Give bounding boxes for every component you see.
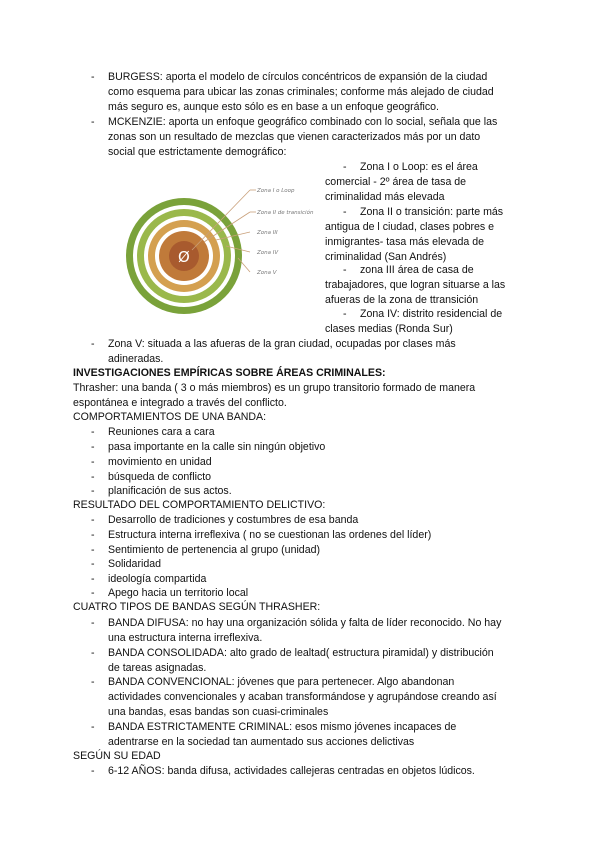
concentric-zones-diagram [118,178,318,338]
tipo-line: una bandas, esas bandas son cuasi-criminales [108,706,329,718]
bullet-dash: - [91,471,95,483]
zone-ii-line-1: Zona II o transición: parte más [360,206,504,218]
edad-title: SEGÚN SU EDAD [73,750,161,762]
list-item: movimiento en unidad [108,456,212,468]
zone-i-line-1: Zona I o Loop: es el área [360,161,478,173]
zone-v-line-1: Zona V: situada a las afueras de la gran ciudad, ocupadas por clases más [108,338,456,350]
tipo-line: BANDA CONVENCIONAL: jóvenes que para pertenecer. Algo abandonan [108,676,455,688]
resultado-title: RESULTADO DEL COMPORTAMIENTO DELICTIVO: [73,499,326,511]
bullet-dash: - [91,71,95,83]
tipo-line: actividades convencionales y acaban transformándose y agrupándose creando así [108,691,497,703]
tipo-line: BANDA CONSOLIDADA: alto grado de lealtad( estructura piramidal) y distribución [108,647,494,659]
zone-iii-line-2: trabajadores, que logran situarse a las [325,279,506,291]
bullet-dash: - [91,647,95,659]
list-item: Estructura interna irreflexiva ( no se cuestionan las ordenes del líder) [108,529,432,541]
bullet-dash: - [91,765,95,777]
tipo-line: BANDA ESTRICTAMENTE CRIMINAL: esos mismo jóvenes incapaces de [108,721,457,733]
bullet-dash: - [91,116,95,128]
burgess-line-1: BURGESS: aporta el modelo de círculos concéntricos de expansión de la ciudad [108,71,488,83]
zone-label: Zona II de transición [257,210,314,216]
zone-ii-line-4: criminalidad (San Andrés) [325,251,447,263]
list-item: Apego hacia un territorio local [108,587,249,599]
bullet-dash: - [343,206,347,218]
zone-label: Zona I o Loop [257,188,295,194]
bullet-dash: - [91,529,95,541]
list-item: pasa importante en la calle sin ningún objetivo [108,441,326,453]
list-item: 6-12 AÑOS: banda difusa, actividades callejeras centradas en objetos lúdicos. [108,765,475,777]
burgess-line-2: como esquema para ubicar las zonas criminales; conforme más alejado de ciudad [108,86,494,98]
mckenzie-line-1: MCKENZIE: aporta un enfoque geográfico combinado con lo social, señala que las [108,116,498,128]
zone-iii-line-3: afueras de la zona de ttransición [325,294,479,306]
tipo-line: una estructura interna irreflexiva. [108,632,263,644]
section-heading: INVESTIGACIONES EMPÍRICAS SOBRE ÁREAS CRIMINALES: [73,367,386,379]
zone-iii-line-1: zona III área de casa de [360,264,474,276]
center-symbol: Ø [178,248,190,266]
bullet-dash: - [91,676,95,688]
zone-label: Zona IV [257,250,279,256]
bullet-dash: - [343,308,347,320]
zone-label: Zona V [257,270,277,276]
thrasher-line-1: Thrasher: una banda ( 3 o más miembros) es un grupo transitorio formado de manera [73,382,476,394]
tipo-line: BANDA DIFUSA: no hay una organización sólida y falta de líder reconocido. No hay [108,617,502,629]
zone-label: Zona III [257,230,278,236]
list-item: planificación de sus actos. [108,485,232,497]
bullet-dash: - [91,617,95,629]
bullet-dash: - [91,544,95,556]
mckenzie-line-2: zonas son un resultado de mezclas que vienen caracterizados más por un dato [108,131,481,143]
bullet-dash: - [91,721,95,733]
zone-ii-line-3: inmigrantes- tasa más elevada de [325,236,484,248]
zone-i-line-3: criminalidad más elevada [325,191,445,203]
zone-iv-line-1: Zona IV: distrito residencial de [360,308,503,320]
mckenzie-line-3: social que estrictamente demográfico: [108,146,287,158]
bullet-dash: - [91,587,95,599]
tipos-title: CUATRO TIPOS DE BANDAS SEGÚN THRASHER: [73,601,321,613]
burgess-line-3: más seguro es, aunque esto sólo es en base a un enfoque geográfico. [108,101,439,113]
comportamientos-title: COMPORTAMIENTOS DE UNA BANDA: [73,411,267,423]
bullet-dash: - [91,485,95,497]
bullet-dash: - [91,338,95,350]
list-item: búsqueda de conflicto [108,471,212,483]
list-item: ideología compartida [108,573,207,585]
list-item: Reuniones cara a cara [108,426,215,438]
bullet-dash: - [91,514,95,526]
bullet-dash: - [91,456,95,468]
bullet-dash: - [91,573,95,585]
bullet-dash: - [91,558,95,570]
bullet-dash: - [343,161,347,173]
tipo-line: adentrarse en la sociedad tan aumentado sus acciones delictivas [108,736,415,748]
list-item: Desarrollo de tradiciones y costumbres de esa banda [108,514,359,526]
zone-i-line-2: comercial - 2º área de tasa de [325,176,467,188]
zone-v-line-2: adineradas. [108,353,164,365]
zone-iv-line-2: clases medias (Ronda Sur) [325,323,453,335]
bullet-dash: - [91,426,95,438]
bullet-dash: - [91,441,95,453]
bullet-dash: - [343,264,347,276]
zone-ii-line-2: antigua de l ciudad, clases pobres e [325,221,495,233]
tipo-line: de tareas asignadas. [108,662,207,674]
list-item: Sentimiento de pertenencia al grupo (unidad) [108,544,321,556]
thrasher-line-2: espontánea e integrado a través del conflicto. [73,397,287,409]
list-item: Solidaridad [108,558,162,570]
